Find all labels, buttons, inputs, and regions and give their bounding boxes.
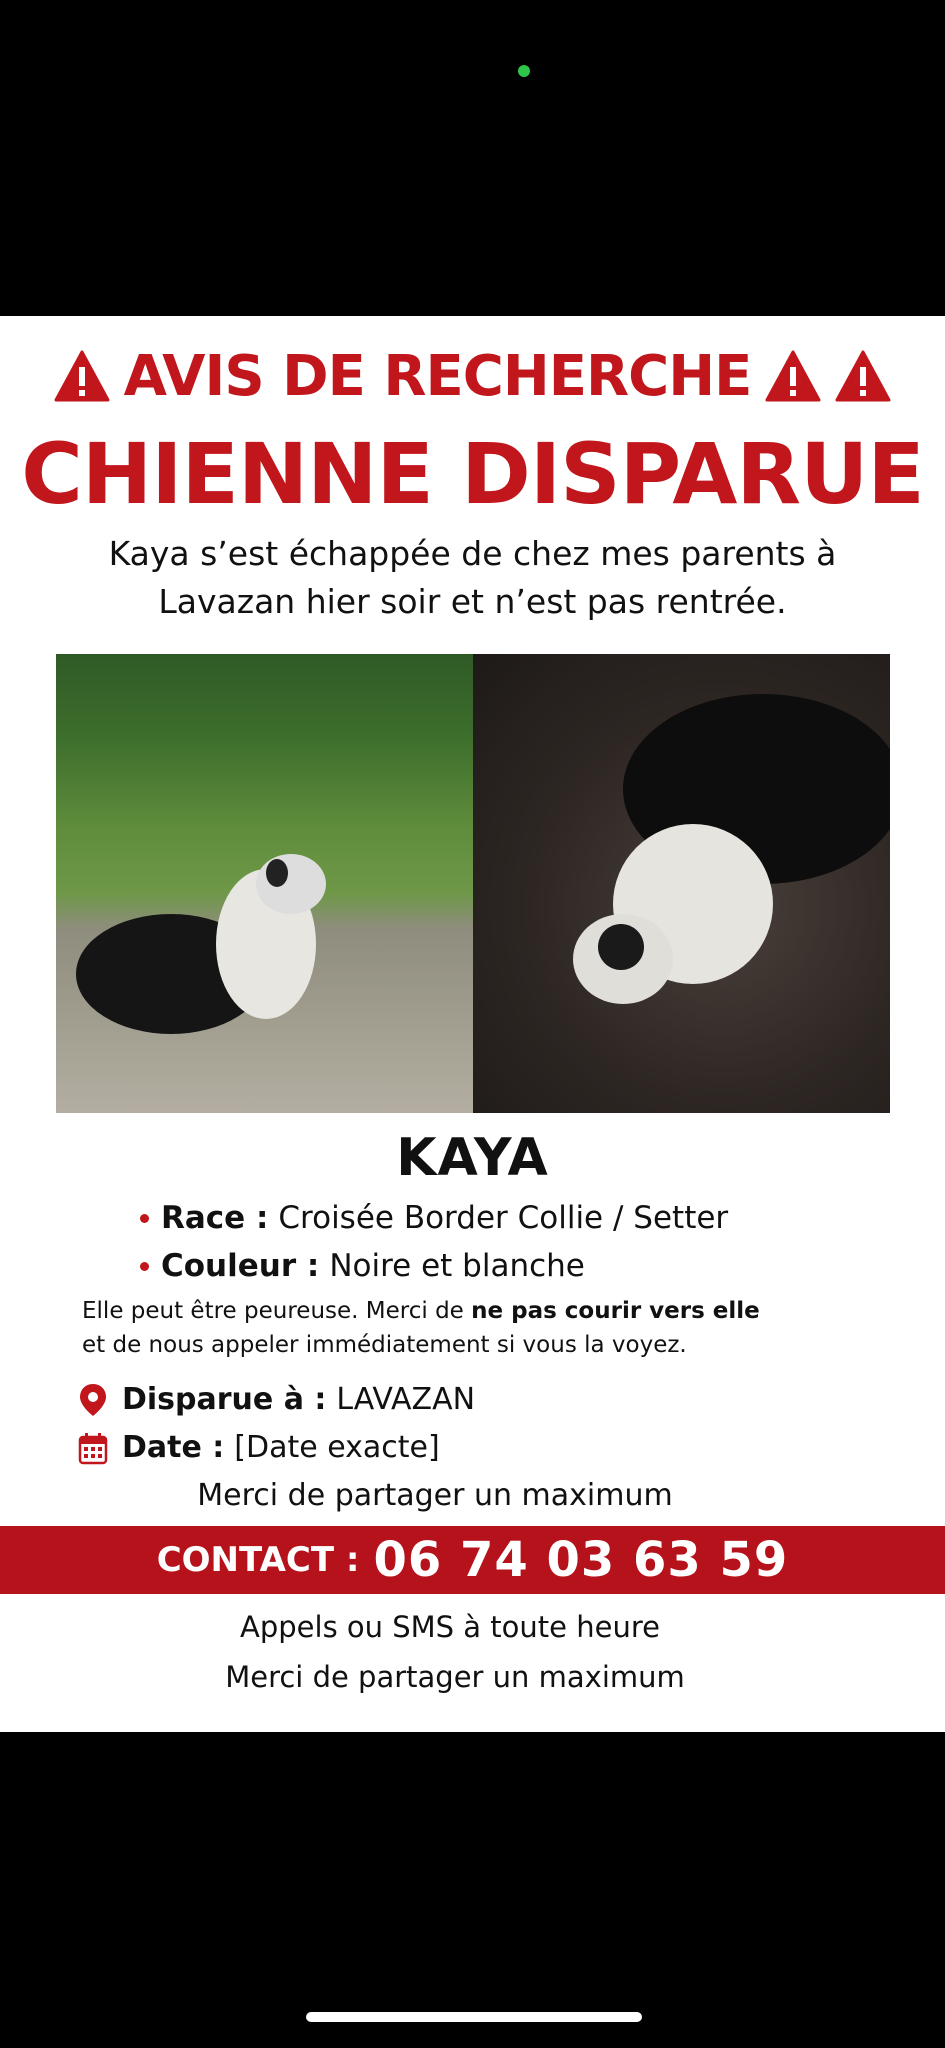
home-indicator[interactable] — [306, 2012, 642, 2022]
dog-photos — [56, 654, 890, 1113]
warning-icon — [54, 350, 110, 402]
bullet-icon — [140, 1214, 149, 1223]
share-request: Merci de partager un maximum — [197, 1478, 673, 1513]
missing-dog-poster — [0, 316, 945, 1732]
date-row — [78, 1430, 440, 1465]
note-text-1: Elle peut être peureuse. Merci de — [82, 1298, 472, 1324]
note-text-2: et de nous appeler immédiatement si vous la voyez. — [82, 1332, 687, 1358]
location-value: LAVAZAN — [336, 1382, 476, 1417]
date-label: Date : — [122, 1430, 225, 1465]
contact-label: CONTACT : — [156, 1540, 360, 1580]
date-value: [Date exacte] — [234, 1430, 440, 1465]
dog-head-shape — [256, 854, 326, 914]
race-row — [140, 1200, 728, 1236]
calendar-icon — [78, 1431, 108, 1465]
bullet-icon — [140, 1262, 149, 1271]
color-row — [140, 1248, 585, 1284]
note-emphasis: ne pas courir vers elle — [471, 1298, 760, 1324]
dog-ear-shape — [266, 859, 288, 887]
poster-title-row — [0, 344, 945, 408]
footer-line-1: Appels ou SMS à toute heure — [240, 1610, 660, 1644]
dog-photo-left — [56, 654, 473, 1113]
poster-intro — [40, 530, 905, 626]
race-label: Race : — [161, 1200, 269, 1236]
color-label: Couleur : — [161, 1248, 320, 1284]
color-value: Noire et blanche — [329, 1248, 585, 1284]
behavior-note — [82, 1294, 882, 1362]
status-indicator-dot — [518, 65, 530, 77]
dog-name: KAYA — [396, 1128, 549, 1188]
location-label: Disparue à : — [122, 1382, 327, 1417]
contact-phone-number[interactable]: 06 74 03 63 59 — [373, 1532, 789, 1588]
race-value: Croisée Border Collie / Setter — [278, 1200, 729, 1236]
footer-line-2: Merci de partager un maximum — [225, 1660, 685, 1694]
dog-photo-right — [473, 654, 890, 1113]
location-row — [78, 1382, 475, 1417]
poster-title: AVIS DE RECHERCHE — [123, 343, 752, 409]
location-pin-icon — [78, 1383, 108, 1417]
dog-face-patch-shape — [598, 924, 644, 970]
intro-line-2: Lavazan hier soir et n’est pas rentrée. — [158, 582, 787, 621]
warning-icon — [835, 350, 891, 402]
warning-icon — [765, 350, 821, 402]
poster-subtitle: CHIENNE DISPARUE — [21, 425, 924, 523]
contact-bar — [0, 1526, 945, 1594]
intro-line-1: Kaya s’est échappée de chez mes parents à — [108, 534, 837, 573]
